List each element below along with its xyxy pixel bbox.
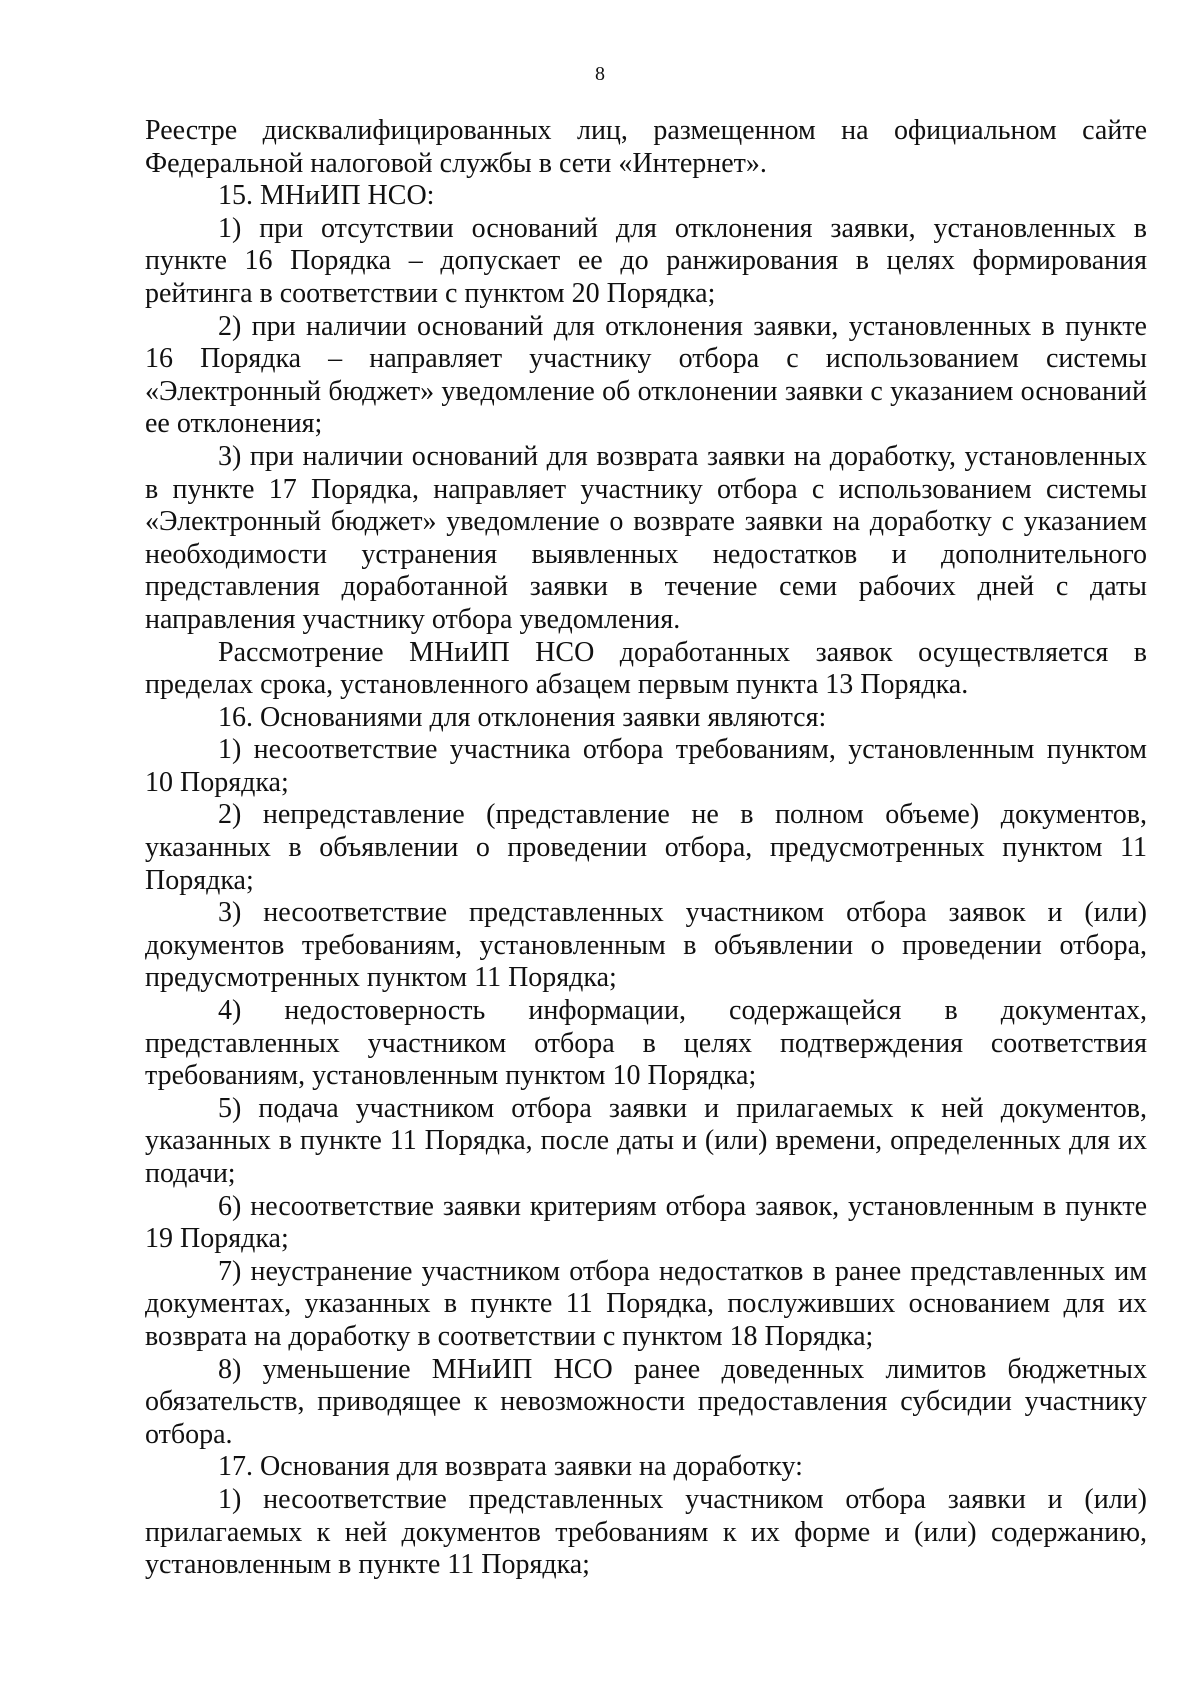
list-item: 5) подача участником отбора заявки и прилагаемых к ней документов, указанных в пункте 11 Порядка, после даты и (или) времени, определенных для их подачи; <box>145 1092 1147 1189</box>
list-item: 6) несоответствие заявки критериям отбора заявок, установленным в пункте 19 Порядка; <box>145 1190 1147 1255</box>
list-item: 3) при наличии оснований для возврата заявки на доработку, установленных в пункте 17 Порядка, направляет участнику отбора с использованием системы «Электронный бюджет» уведомление о возврате заявки на доработку с указанием необходимости устранения выявленных недостатков и дополнительного представления доработанной заявки в течение семи рабочих дней с даты направления участнику отбора уведомления. <box>145 440 1147 635</box>
document-body <box>145 115 1147 1582</box>
list-item: 8) уменьшение МНиИП НСО ранее доведенных лимитов бюджетных обязательств, приводящее к невозможности предоставления субсидии участнику отбора. <box>145 1353 1147 1450</box>
section-heading: 16. Основаниями для отклонения заявки являются: <box>218 701 827 733</box>
list-item: 1) при отсутствии оснований для отклонения заявки, установленных в пункте 16 Порядка – допускает ее до ранжирования в целях формирования рейтинга в соответствии с пунктом 20 Порядка; <box>145 212 1147 309</box>
list-item: 4) недостоверность информации, содержащейся в документах, представленных участником отбора в целях подтверждения соответствия требованиям, установленным пунктом 10 Порядка; <box>145 995 1147 1092</box>
paragraph: Рассмотрение МНиИП НСО доработанных заявок осуществляется в пределах срока, установленного абзацем первым пункта 13 Порядка. <box>145 636 1147 701</box>
list-item: 1) несоответствие представленных участником отбора заявки и (или) прилагаемых к ней документов требованиям к их форме и (или) содержанию, установленным в пункте 11 Порядка; <box>145 1483 1147 1581</box>
page-number: 8 <box>595 63 605 85</box>
list-item: 7) неустранение участником отбора недостатков в ранее представленных им документах, указанных в пункте 11 Порядка, послуживших основанием для их возврата на доработку в соответствии с пунктом 18 Порядка; <box>145 1255 1147 1352</box>
section-heading: 17. Основания для возврата заявки на доработку: <box>218 1451 803 1483</box>
section-heading: 15. МНиИП НСО: <box>218 180 435 212</box>
paragraph: Реестре дисквалифицированных лиц, размещенном на официальном сайте Федеральной налоговой службы в сети «Интернет». <box>145 115 1147 179</box>
list-item: 3) несоответствие представленных участником отбора заявок и (или) документов требованиям, установленным в объявлении о проведении отбора, предусмотренных пунктом 11 Порядка; <box>145 897 1147 994</box>
list-item: 2) при наличии оснований для отклонения заявки, установленных в пункте 16 Порядка – направляет участнику отбора с использованием системы «Электронный бюджет» уведомление об отклонении заявки с указанием оснований ее отклонения; <box>145 310 1147 440</box>
list-item: 2) непредставление (представление не в полном объеме) документов, указанных в объявлении о проведении отбора, предусмотренных пунктом 11 Порядка; <box>145 799 1147 896</box>
list-item: 1) несоответствие участника отбора требованиям, установленным пунктом 10 Порядка; <box>145 734 1147 798</box>
